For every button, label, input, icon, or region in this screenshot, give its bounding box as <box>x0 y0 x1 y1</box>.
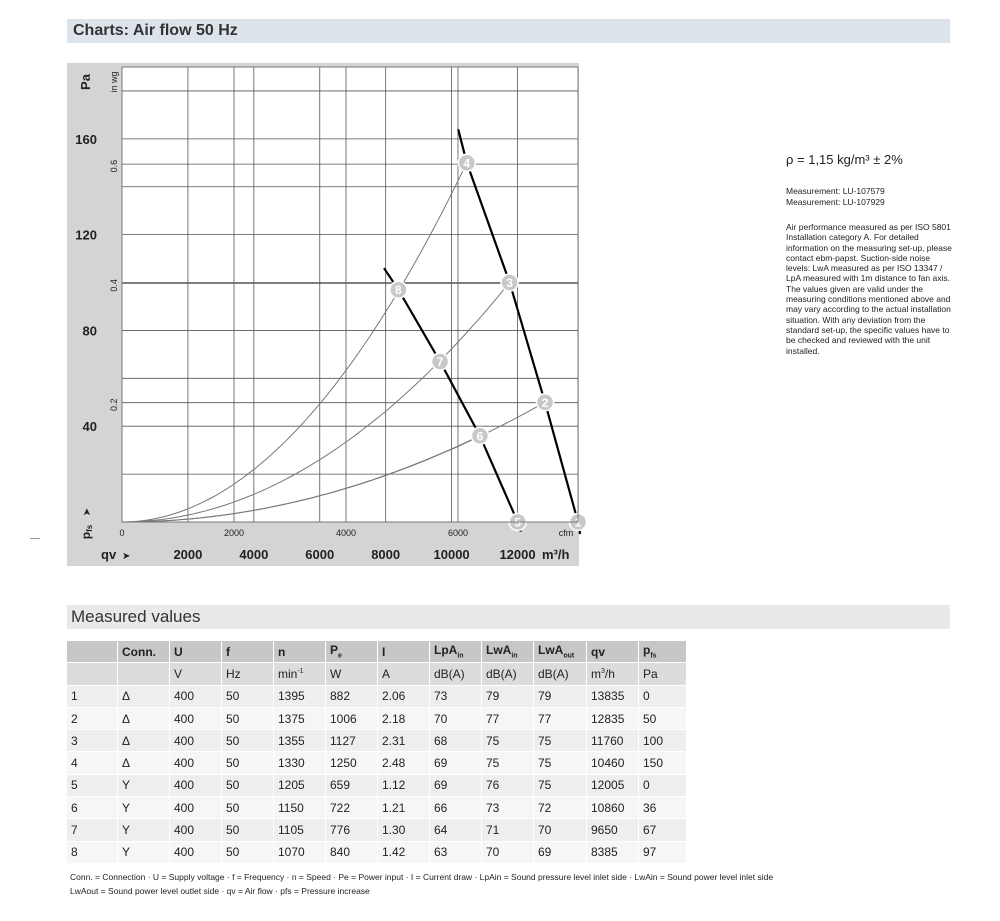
column-header: I <box>378 641 430 663</box>
cfm-tick-label: 2000 <box>223 528 245 538</box>
table-cell: 10460 <box>587 752 639 774</box>
table-cell: 400 <box>170 797 222 819</box>
unit-cell: V <box>170 663 222 685</box>
x-tick-label: 10000 <box>433 547 470 562</box>
table-cell: 400 <box>170 842 222 864</box>
x-tick-label: 6000 <box>305 547 335 562</box>
table-cell: 70 <box>430 708 482 730</box>
table-row <box>67 775 687 797</box>
measured-values-table <box>67 641 687 864</box>
x-tick-label: 12000 <box>499 547 536 562</box>
table-cell: 66 <box>430 797 482 819</box>
table-cell: 659 <box>326 775 378 797</box>
table-cell: 8385 <box>587 842 639 864</box>
table-cell: 36 <box>639 797 687 819</box>
table-cell: 75 <box>534 730 587 752</box>
table-cell: 2.31 <box>378 730 430 752</box>
table-row <box>67 842 687 864</box>
table-cell: 1150 <box>274 797 326 819</box>
table-cell: 67 <box>639 819 687 841</box>
table-cell: 73 <box>430 686 482 708</box>
operating-point-7 <box>432 353 449 370</box>
operating-point-label: 6 <box>476 429 484 444</box>
table-row <box>67 797 687 819</box>
table-cell: 150 <box>639 752 687 774</box>
operating-point-label: 8 <box>395 283 402 298</box>
in-wg-tick-label: 0.6 <box>109 159 119 173</box>
table-cell: 50 <box>222 842 274 864</box>
in-wg-tick-label: 0.2 <box>109 398 119 411</box>
table-cell: 77 <box>534 708 587 730</box>
table-cell: 0 <box>639 686 687 708</box>
table-cell: 64 <box>430 819 482 841</box>
table-cell: Δ <box>118 708 170 730</box>
table-cell: 79 <box>482 686 534 708</box>
column-header <box>67 641 118 663</box>
unit-cell: $m^3/h$ <box>587 663 639 685</box>
table-cell: 2.48 <box>378 752 430 774</box>
table-cell: 4 <box>67 752 118 774</box>
column-header: qv <box>587 641 639 663</box>
x2-axis-unit: cfm <box>558 528 574 538</box>
operating-point-label: 5 <box>514 515 522 530</box>
table-cell: 8 <box>67 842 118 864</box>
table-row <box>67 752 687 774</box>
column-header: f <box>222 641 274 663</box>
x-tick-label: 4000 <box>239 547 269 562</box>
measured-section-title: Measured values <box>71 607 201 626</box>
table-cell: 2.18 <box>378 708 430 730</box>
table-cell: 2 <box>67 708 118 730</box>
cfm-tick-label: 4000 <box>335 528 357 538</box>
table-cell: Y <box>118 775 170 797</box>
table-cell: 1.42 <box>378 842 430 864</box>
table-cell: 1.21 <box>378 797 430 819</box>
table-cell: 70 <box>534 819 587 841</box>
table-cell: 70 <box>482 842 534 864</box>
table-cell: 75 <box>534 752 587 774</box>
table-cell: 68 <box>430 730 482 752</box>
table-cell: 73 <box>482 797 534 819</box>
table-cell: 12005 <box>587 775 639 797</box>
unit-cell: Pa <box>639 663 687 685</box>
column-header: n <box>274 641 326 663</box>
operating-point-8 <box>390 281 407 298</box>
y-tick-label: 120 <box>75 227 97 243</box>
column-header: LwA$_{out}$ <box>534 641 587 663</box>
table-cell: 76 <box>482 775 534 797</box>
table-cell: 77 <box>482 708 534 730</box>
table-cell: 2.06 <box>378 686 430 708</box>
table-cell: 75 <box>482 752 534 774</box>
x-tick-label: 2000 <box>173 547 203 562</box>
measurement-id-1: Measurement: LU-107579 <box>786 186 885 196</box>
table-cell: 75 <box>534 775 587 797</box>
cfm-tick-label: 0 <box>119 528 125 538</box>
air-density: ρ = 1,15 kg/m³ ± 2% <box>786 152 903 167</box>
y-axis-arrow: ➤ <box>82 507 93 517</box>
plot-area <box>122 67 578 522</box>
table-cell: 11760 <box>587 730 639 752</box>
table-cell: 10860 <box>587 797 639 819</box>
table-cell: Δ <box>118 686 170 708</box>
unit-cell <box>118 663 170 685</box>
y-tick-label: 40 <box>82 419 97 435</box>
table-cell: 50 <box>222 775 274 797</box>
table-cell: 840 <box>326 842 378 864</box>
table-cell: 71 <box>482 819 534 841</box>
column-header: $P_e$ <box>326 641 378 663</box>
table-cell: 50 <box>222 797 274 819</box>
margin-mark <box>30 538 40 539</box>
unit-cell: dB(A) <box>534 663 587 685</box>
table-cell: 1127 <box>326 730 378 752</box>
table-cell: 400 <box>170 686 222 708</box>
table-cell: 1006 <box>326 708 378 730</box>
y-tick-label: 160 <box>75 131 97 147</box>
abbreviation-legend-line-2: LwAout = Sound power level outlet side · qv = Air flow · pfs = Pressure increase <box>70 886 370 896</box>
table-cell: 1395 <box>274 686 326 708</box>
y2-axis-unit: in wg <box>109 71 119 93</box>
table-cell: 50 <box>222 708 274 730</box>
table-cell: 0 <box>639 775 687 797</box>
table-cell: 79 <box>534 686 587 708</box>
table-cell: 1070 <box>274 842 326 864</box>
table-cell: Δ <box>118 752 170 774</box>
table-cell: 100 <box>639 730 687 752</box>
table-cell: Y <box>118 819 170 841</box>
column-header: LpA$_{in}$ <box>430 641 482 663</box>
table-units-row <box>67 663 687 685</box>
unit-cell: $\min^{-1}$ <box>274 663 326 685</box>
table-cell: 7 <box>67 819 118 841</box>
table-cell: 75 <box>482 730 534 752</box>
table-cell: 1355 <box>274 730 326 752</box>
table-cell: Y <box>118 797 170 819</box>
abbreviation-legend-line-1: Conn. = Connection · U = Supply voltage · f = Frequency · n = Speed · Pe = Power input · I = Current draw · LpAin = Sound pressure level inlet side · LwAin = Sound power level inlet side <box>70 872 774 882</box>
unit-cell: Hz <box>222 663 274 685</box>
charts-section-title: Charts: Air flow 50 Hz <box>73 22 238 39</box>
table-cell: 50 <box>222 752 274 774</box>
x-axis-label: qv <box>101 547 117 562</box>
table-cell: 50 <box>222 819 274 841</box>
measurement-id-2: Measurement: LU-107929 <box>786 197 885 207</box>
y-axis-label: pfs <box>79 524 94 540</box>
table-cell: 13835 <box>587 686 639 708</box>
table-cell: 50 <box>639 708 687 730</box>
measurement-note: Air performance measured as per ISO 5801 Installation category A. For detailed information on the measuring set-up, please contact ebm-papst. Suction-side noise levels: LwA measured as per ISO 13347 / LpA measured with 1m distance to fan axis. The values given are valid under the measuring conditions mentioned above and may vary according to the actual installation situation. With any deviation from the standard set-up, the specific values have to be checked and reviewed with the unit installed. <box>786 222 952 356</box>
table-cell: 72 <box>534 797 587 819</box>
table-cell: 69 <box>430 775 482 797</box>
table-cell: 9650 <box>587 819 639 841</box>
table-cell: 1330 <box>274 752 326 774</box>
unit-cell: dB(A) <box>482 663 534 685</box>
table-cell: 1.30 <box>378 819 430 841</box>
operating-point-6 <box>471 427 488 444</box>
table-cell: 50 <box>222 686 274 708</box>
operating-point-label: 3 <box>506 276 513 291</box>
column-header: LwA$_{in}$ <box>482 641 534 663</box>
table-cell: 400 <box>170 708 222 730</box>
operating-point-label: 4 <box>463 156 471 171</box>
unit-cell: W <box>326 663 378 685</box>
table-cell: 1375 <box>274 708 326 730</box>
x-axis-arrow: ➤ <box>122 551 131 562</box>
cfm-tick-label: 6000 <box>447 528 468 538</box>
table-cell: 6 <box>67 797 118 819</box>
operating-point-2 <box>537 394 554 411</box>
table-cell: 722 <box>326 797 378 819</box>
table-cell: 1105 <box>274 819 326 841</box>
unit-cell: dB(A) <box>430 663 482 685</box>
table-cell: 50 <box>222 730 274 752</box>
table-row <box>67 819 687 841</box>
table-cell: 400 <box>170 819 222 841</box>
operating-point-label: 7 <box>436 355 444 370</box>
table-cell: 776 <box>326 819 378 841</box>
table-cell: 3 <box>67 730 118 752</box>
operating-point-label: 2 <box>541 395 549 410</box>
column-header: U <box>170 641 222 663</box>
table-cell: 63 <box>430 842 482 864</box>
y-tick-label: 80 <box>82 323 97 339</box>
operating-point-3 <box>501 274 518 291</box>
unit-cell: A <box>378 663 430 685</box>
x-tick-label: 8000 <box>371 547 401 562</box>
measured-section-header <box>67 605 950 629</box>
table-cell: 400 <box>170 752 222 774</box>
table-cell: 69 <box>430 752 482 774</box>
table-cell: 12835 <box>587 708 639 730</box>
column-header: $p_{fs}$ <box>639 641 687 663</box>
table-cell: 882 <box>326 686 378 708</box>
table-cell: 1250 <box>326 752 378 774</box>
table-cell: 1.12 <box>378 775 430 797</box>
table-cell: Y <box>118 842 170 864</box>
table-row <box>67 730 687 752</box>
column-header: Conn. <box>118 641 170 663</box>
table-cell: 69 <box>534 842 587 864</box>
operating-point-4 <box>458 154 475 171</box>
table-cell: Δ <box>118 730 170 752</box>
table-cell: 5 <box>67 775 118 797</box>
table-cell: 400 <box>170 775 222 797</box>
table-row <box>67 708 687 730</box>
operating-point-label: 1 <box>574 515 582 530</box>
x-axis-unit: m³/h <box>542 547 570 562</box>
table-cell: 1 <box>67 686 118 708</box>
table-cell: 400 <box>170 730 222 752</box>
unit-cell <box>67 663 118 685</box>
in-wg-tick-label: 0.4 <box>109 279 119 292</box>
table-row <box>67 686 687 708</box>
table-cell: 97 <box>639 842 687 864</box>
y-axis-unit: Pa <box>78 74 93 90</box>
table-cell: 1205 <box>274 775 326 797</box>
table-header-row <box>67 641 687 663</box>
